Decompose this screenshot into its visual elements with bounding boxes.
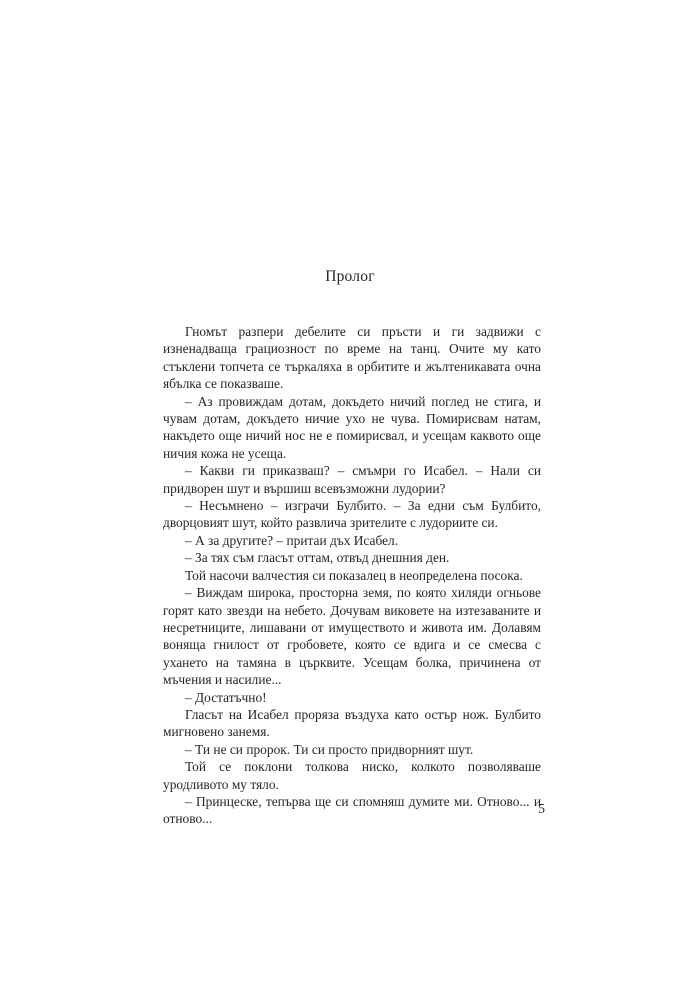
- paragraph: – Ти не си пророк. Ти си просто придворният шут.: [185, 741, 474, 757]
- paragraph: – Виждам широка, просторна земя, по която хиляди огньове горят като звезди на небето. Дочувам виковете на изтезаваните и несретниците, лишавани от имуществото и живота им. Долавям воняща гнилост от гробовете, която се вдига и се смесва с ухането на тамяна в църквите. Усещам болка, причинена от мъчения и насилие...: [163, 585, 541, 688]
- paragraph: – Несъмнено – изграчи Булбито. – За едни съм Булбито, дворцовият шут, който развлича зрителите с лудориите си.: [163, 498, 541, 531]
- paragraph: Гномът разпери дебелите си пръсти и ги задвижи с изненадваща грациозност по време на танц. Очите му като стъклени топчета се търкаляха в орбитите и жълтеникавата очна ябълка се показваше.: [163, 324, 541, 392]
- paragraph: – А за другите? – притаи дъх Исабел.: [185, 532, 399, 548]
- chapter-title: Пролог: [325, 268, 375, 285]
- paragraph: – Принцеске, тепърва ще си спомняш думите ми. Отново... и отново...: [163, 793, 541, 827]
- paragraph: Гласът на Исабел проряза въздуха като остър нож. Булбито мигновено занемя.: [163, 706, 541, 740]
- paragraph: Той насочи валчестия си показалец в неопределена посока.: [185, 567, 523, 583]
- paragraph: – Достатъчно!: [185, 689, 267, 705]
- page-number: 5: [538, 801, 545, 816]
- paragraph: – Какви ги приказваш? – смъмри го Исабел. – Нали си придворен шут и вършиш всевъзможни лудории?: [163, 463, 541, 496]
- paragraph: – Аз провиждам дотам, докъдето ничий поглед не стига, и чувам дотам, докъдето ничие ухо не чува. Помирисвам натам, накъдето още ничий нос не е помирисвал, и усещам каквото още ничия кожа не усеща.: [163, 393, 541, 461]
- body-text: [163, 323, 541, 828]
- paragraph: – За тях съм гласът оттам, отвъд днешния ден.: [185, 550, 450, 566]
- paragraph: Той се поклони толкова ниско, колкото позволяваше уродливото му тяло.: [163, 759, 541, 792]
